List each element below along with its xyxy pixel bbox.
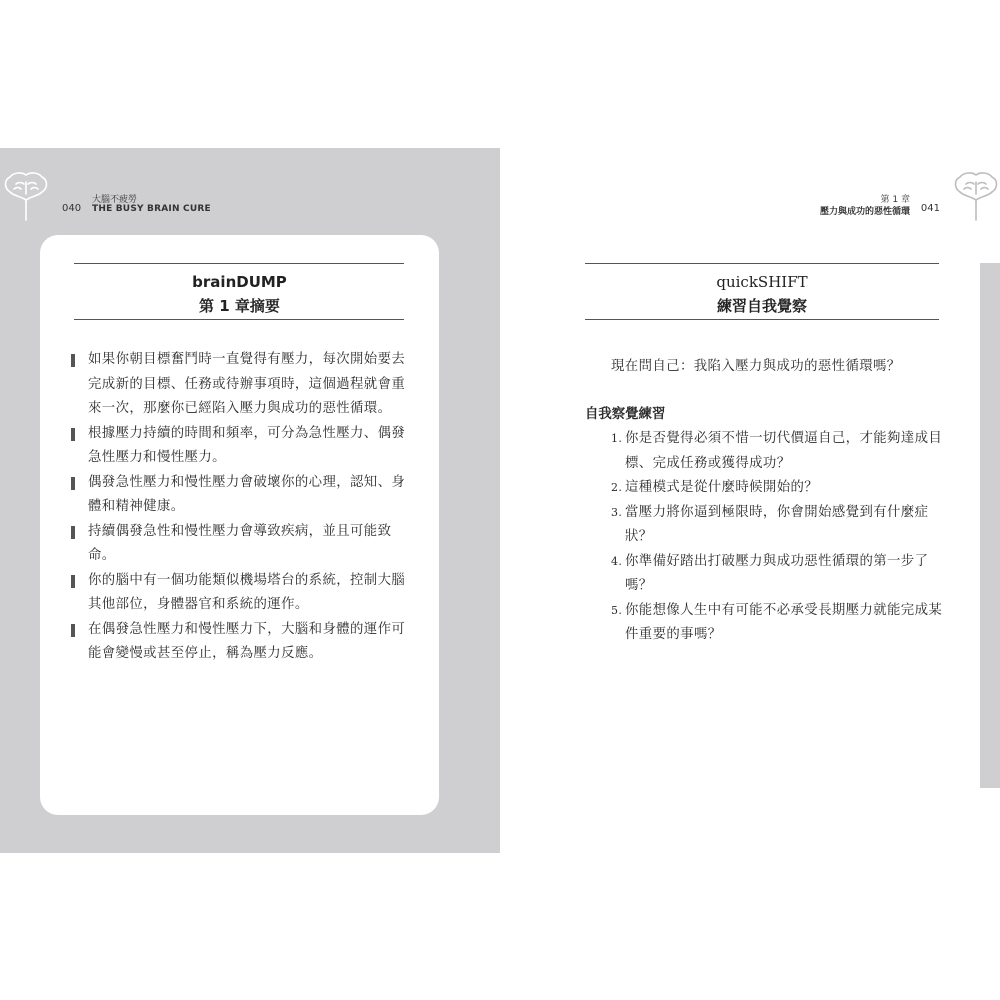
summary-card (40, 235, 439, 815)
question-number: 1. (611, 432, 623, 445)
bullet-bar-icon (71, 477, 75, 490)
question-number: 4. (611, 554, 623, 568)
bullet-bar-icon (71, 575, 75, 588)
list-item: 根據壓力持續的時間和頻率，可分為急性壓力、偶發急性壓力和慢性壓力。 (88, 422, 410, 471)
intro-question: 現在問自己：我陷入壓力與成功的惡性循環嗎？ (611, 359, 901, 374)
question-number: 2. (611, 481, 623, 494)
list-item: 1. 你是否覺得必須不惜一切代價逼自己，才能夠達成目標、完成任務或獲得成功？ (611, 427, 946, 476)
list-item: 如果你朝目標奮鬥時一直覺得有壓力，每次開始要去完成新的目標、任務或待辦事項時，這個過程就會重來一次，那麼你已經陷入壓力與成功的惡性循環。 (88, 348, 410, 422)
page-number-right: 041 (920, 203, 940, 214)
bullet-bar-icon (71, 428, 75, 441)
summary-title-zh: 第 1 章摘要 (199, 297, 280, 315)
bullet-bar-icon (71, 624, 75, 637)
chapter-title: 壓力與成功的惡性循環 (819, 207, 910, 217)
book-title: 大腦不疲勞 (92, 195, 138, 205)
top-rule (585, 263, 939, 264)
question-number: 3. (611, 505, 623, 519)
question-number: 5. (611, 603, 623, 617)
book-subtitle: THE BUSY BRAIN CURE (92, 204, 211, 214)
shift-title-zh: 練習自我覺察 (716, 297, 807, 315)
list-item: 偶發急性壓力和慢性壓力會破壞你的心理，認知、身體和精神健康。 (88, 471, 410, 520)
chapter-label: 第 1 章 (880, 195, 910, 205)
page-number-left: 040 (62, 203, 82, 214)
summary-bullet-list (88, 348, 410, 667)
list-item: 3. 當壓力將你逼到極限時，你會開始感覺到有什麼症狀？ (611, 501, 946, 550)
exercise-heading: 自我察覺練習 (585, 406, 666, 422)
top-rule (74, 263, 404, 264)
list-item: 2. 這種模式是從什麼時候開始的？ (611, 476, 946, 501)
page-edge-strip (980, 263, 1000, 788)
bullet-bar-icon (71, 354, 75, 367)
bottom-rule (74, 319, 404, 320)
list-item: 持續偶發急性和慢性壓力會導致疾病，並且可能致命。 (88, 520, 410, 569)
bullet-bar-icon (71, 526, 75, 539)
list-item: 在偶發急性壓力和慢性壓力下，大腦和身體的運作可能會變慢或甚至停止，稱為壓力反應。 (88, 618, 410, 667)
summary-title-en: brainDUMP (192, 273, 287, 291)
list-item: 5. 你能想像人生中有可能不必承受長期壓力就能完成某件重要的事嗎？ (611, 599, 946, 648)
list-item: 4. 你準備好踏出打破壓力與成功惡性循環的第一步了嗎？ (611, 550, 946, 599)
bottom-rule (585, 319, 939, 320)
brain-tree-icon (0, 170, 52, 222)
list-item: 你的腦中有一個功能類似機場塔台的系統，控制大腦其他部位，身體器官和系統的運作。 (88, 569, 410, 618)
shift-title-en: quickSHIFT (716, 273, 808, 291)
brain-tree-icon (950, 170, 1000, 222)
question-list (611, 427, 946, 648)
